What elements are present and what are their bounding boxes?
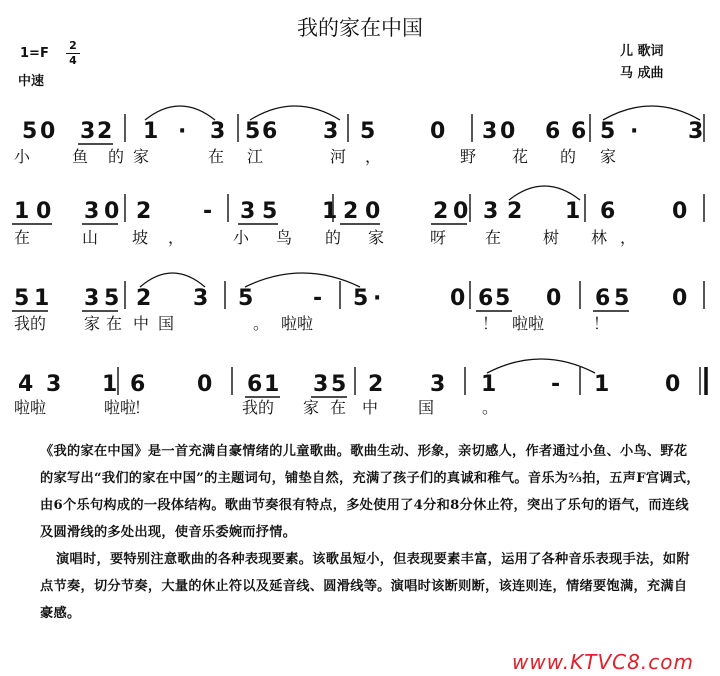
score-note: 0 (500, 119, 516, 144)
score-lyric: 国 (418, 398, 435, 417)
score-lyric: 坡 (132, 228, 149, 247)
score-lyric: 。 (253, 314, 270, 333)
tempo-marking: 中速 (18, 74, 45, 89)
score-note: 6 (262, 119, 278, 144)
score-note: 3 (323, 119, 339, 144)
score-note: 3 (313, 372, 329, 397)
score-note: 1 (34, 286, 50, 311)
score-lyric: ！ (134, 398, 151, 417)
score-note: 2 (368, 372, 384, 397)
score-note: 2 (507, 199, 523, 224)
score-note: 0 (36, 199, 52, 224)
score-note: 3 (210, 119, 226, 144)
score-note: 5 (245, 119, 261, 144)
score-lyric: 的 (325, 228, 342, 247)
score-note: 1 (143, 119, 159, 144)
score-note: 0 (365, 199, 381, 224)
score-lyric: 小 (14, 147, 31, 166)
score-note: 6 (478, 286, 494, 311)
score-note: 0 (450, 286, 466, 311)
score-note: 1 (102, 372, 118, 397)
score-lyric: ！ (593, 314, 610, 333)
score-row-2 (12, 186, 704, 247)
score-lyric: 的 (108, 147, 125, 166)
score-note: 0 (453, 199, 469, 224)
score-note: 5 (331, 372, 347, 397)
score-lyric: 家 (303, 398, 320, 417)
score-note: 3 (84, 199, 100, 224)
score-note: 6 (130, 372, 146, 397)
description-paragraph: 《我的家在中国》是一首充满自豪情绪的儿童歌曲。歌曲生动、形象，亲切感人，作者通过小鱼、小鸟、野花的家写出“我们的家在中国”的主题词句，铺垫自然，充满了孩子们的真诚和稚气。音乐为⅔拍，五声F宫调式，由6个乐句构成的一段体结构。歌曲节奏很有特点，多处使用了4分和8分休止符，突出了乐句的语气，而连线及圆滑线的多处出现，使音乐委婉而抒情。 (40, 444, 700, 540)
score-note: 5 (238, 286, 254, 311)
slur-arc (140, 273, 205, 287)
score-lyric: 啦啦 (281, 314, 314, 333)
score-lyric: 国 (158, 314, 175, 333)
score-note: 5 (360, 119, 376, 144)
score-note: 3 (193, 286, 209, 311)
score-note: 0 (40, 119, 56, 144)
score-note: 2 (136, 286, 152, 311)
score-lyric: 中 (133, 314, 150, 333)
score-note: 1 (264, 372, 280, 397)
score-lyric: 林 (591, 228, 608, 247)
score-note: 5 (600, 119, 616, 144)
slur-arc (145, 106, 215, 120)
score-note: · (178, 119, 187, 144)
score-note: 1 (594, 372, 610, 397)
score-lyric: 家 (84, 314, 101, 333)
description-paragraph: 演唱时，要特别注意歌曲的各种表现要素。该歌虽短小，但表现要素丰富，运用了各种音乐表现手法，如附点节奏，切分节奏，大量的休止符以及延音线、圆滑线等。演唱时该断则断，该连则连，情绪要饱满，充满自豪感。 (40, 552, 690, 621)
score-note: 2 (433, 199, 449, 224)
score-lyric: 家 (133, 147, 150, 166)
score-note: 3 (430, 372, 446, 397)
score-note: 4 (18, 372, 34, 397)
score-note: 0 (665, 372, 681, 397)
score-note: 1 (14, 199, 30, 224)
score-note: 2 (136, 199, 152, 224)
time-signature-top: 2 (69, 39, 77, 52)
score-note: 0 (546, 286, 562, 311)
score-lyric: 花 (512, 147, 529, 166)
score-lyric: 家 (600, 147, 617, 166)
score-note: 3 (46, 372, 62, 397)
score-note: 3 (84, 286, 100, 311)
composer-credit: 马 成曲 (620, 66, 664, 81)
score-lyric: 在 (208, 147, 225, 166)
score-note: 1 (565, 199, 581, 224)
score-note: 1 (322, 199, 338, 224)
score-note: 0 (430, 119, 446, 144)
score-note: 5 (14, 286, 30, 311)
score-note: 6 (600, 199, 616, 224)
score-lyric: 小 (233, 228, 250, 247)
score-note: 2 (343, 199, 359, 224)
score-note: 0 (672, 199, 688, 224)
score-lyric: 家 (368, 228, 385, 247)
score-note: 5 (104, 286, 120, 311)
score-lyric: ！ (482, 314, 499, 333)
score-note: 6 (571, 119, 587, 144)
score-note: 6 (545, 119, 561, 144)
site-watermark (512, 650, 694, 674)
score-note: - (313, 286, 323, 311)
score-note: · (630, 119, 639, 144)
score-lyric: 呀 (430, 228, 447, 247)
score-lyric: 树 (543, 228, 560, 247)
watermark-suffix: .com (640, 650, 694, 674)
song-title: 我的家在中国 (297, 16, 423, 40)
score-note: 3 (240, 199, 256, 224)
score-note: 3 (483, 199, 499, 224)
slur-arc (250, 106, 340, 120)
score-note: 5 (353, 286, 369, 311)
score-lyric: 中 (362, 398, 379, 417)
score-note: - (551, 372, 561, 397)
score-note: 0 (197, 372, 213, 397)
score-note: 3 (688, 119, 704, 144)
score-lyric: 江 (247, 147, 264, 166)
score-lyric: 野 (460, 147, 477, 166)
lyricist-credit: 儿 歌词 (620, 44, 664, 59)
watermark-brand: KTVC8 (570, 650, 641, 674)
score-lyric: 在 (106, 314, 123, 333)
score-lyric: 鸟 (276, 228, 293, 247)
score-lyric: 河 (330, 147, 347, 166)
score-lyric: 在 (14, 228, 31, 247)
score-note: 5 (262, 199, 278, 224)
score-lyric: ， (168, 228, 185, 247)
score-lyric: 我的 (242, 398, 275, 417)
score-note: 1 (481, 372, 497, 397)
score-note: 6 (247, 372, 263, 397)
score-note: 5 (22, 119, 38, 144)
key-signature: 1=F (20, 46, 49, 61)
score-lyric: 。 (482, 398, 499, 417)
score-lyric: 的 (560, 147, 577, 166)
score-note: 0 (672, 286, 688, 311)
time-signature-bottom: 4 (69, 54, 77, 67)
score-note: - (203, 199, 213, 224)
score-note: 3 (80, 119, 96, 144)
score-lyric: 啦啦 (14, 398, 47, 417)
score-lyric: 我的 (14, 314, 47, 333)
score-lyric: ， (620, 228, 637, 247)
score-row-3 (12, 273, 704, 333)
slur-arc (509, 186, 580, 200)
song-description (40, 438, 700, 627)
score-note: 0 (104, 199, 120, 224)
slur-arc (603, 106, 700, 120)
score-note: 3 (482, 119, 498, 144)
slur-arc (245, 273, 360, 287)
score-lyric: 鱼 (72, 147, 89, 166)
score-lyric: 啦啦 (104, 398, 137, 417)
score-lyric: 在 (330, 398, 347, 417)
score-lyric: ， (365, 147, 382, 166)
score-row-1 (14, 106, 704, 166)
score-note: 2 (97, 119, 113, 144)
score-lyric: 山 (82, 228, 99, 247)
score-note: 6 (595, 286, 611, 311)
watermark-prefix: www. (512, 650, 571, 674)
score-note: 5 (614, 286, 630, 311)
slur-arc (487, 359, 595, 373)
score-lyric: 啦啦 (512, 314, 545, 333)
score-note: 5 (495, 286, 511, 311)
score-note: · (373, 286, 382, 311)
score-row-4 (14, 359, 706, 417)
score-lyric: 在 (485, 228, 502, 247)
